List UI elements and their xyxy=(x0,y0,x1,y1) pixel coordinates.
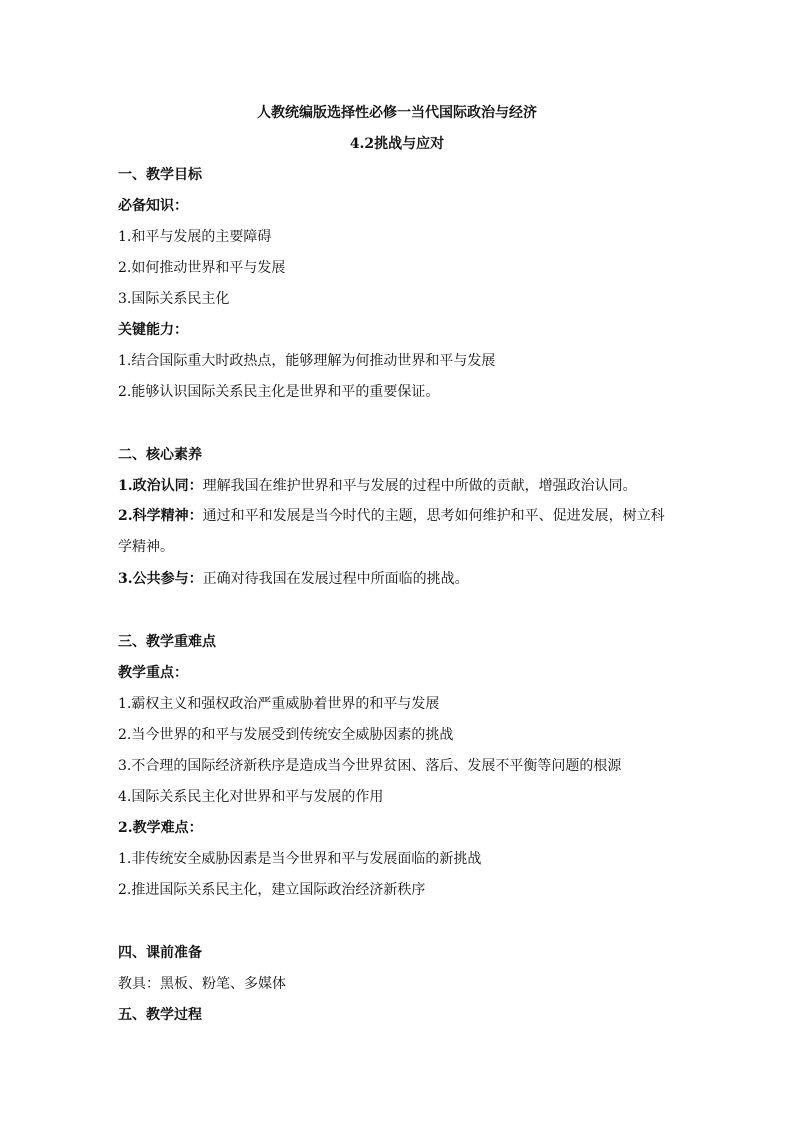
key-points-label: 教学重点： xyxy=(118,665,188,681)
competency-label: 1.政治认同： xyxy=(118,478,203,494)
competency-item xyxy=(118,501,678,563)
knowledge-item: 1.和平与发展的主要障碍 xyxy=(118,229,272,245)
section-heading-competencies: 二、核心素养 xyxy=(118,447,202,463)
competency-text: 正确对待我国在发展过程中所面临的挑战。 xyxy=(202,571,469,587)
competency-item xyxy=(118,569,469,589)
knowledge-item: 2.如何推动世界和平与发展 xyxy=(118,260,286,276)
key-point-item: 2.当今世界的和平与发展受到传统安全威胁因素的挑战 xyxy=(118,727,454,743)
document-subtitle: 4.2挑战与应对 xyxy=(349,136,445,152)
section-heading-process: 五、教学过程 xyxy=(118,1007,202,1023)
competency-text: 通过和平和发展是当今时代的主题，思考如何维护和平、促进发展，树立科学精神。 xyxy=(118,508,665,555)
key-point-item: 4.国际关系民主化对世界和平与发展的作用 xyxy=(118,789,384,805)
competency-label: 3.公共参与： xyxy=(118,571,203,587)
difficulty-item: 1.非传统安全威胁因素是当今世界和平与发展面临的新挑战 xyxy=(118,851,482,867)
knowledge-item: 3.国际关系民主化 xyxy=(118,291,230,307)
ability-label: 关键能力： xyxy=(118,322,188,338)
ability-item: 1.结合国际重大时政热点，能够理解为何推动世界和平与发展 xyxy=(118,353,496,369)
section-heading-objectives: 一、教学目标 xyxy=(118,167,202,183)
competency-item xyxy=(118,476,637,496)
section-heading-preparation: 四、课前准备 xyxy=(118,945,202,961)
document-title: 人教统编版选择性必修一当代国际政治与经济 xyxy=(257,105,537,121)
competency-text: 理解我国在维护世界和平与发展的过程中所做的贡献，增强政治认同。 xyxy=(202,478,637,494)
teaching-tools: 教具：黑板、粉笔、多媒体 xyxy=(118,976,286,992)
competency-label: 2.科学精神： xyxy=(118,508,203,524)
key-point-item: 3.不合理的国际经济新秩序是造成当今世界贫困、落后、发展不平衡等问题的根源 xyxy=(118,758,622,774)
difficulty-item: 2.推进国际关系民主化，建立国际政治经济新秩序 xyxy=(118,882,426,898)
knowledge-label: 必备知识： xyxy=(118,198,188,214)
key-point-item: 1.霸权主义和强权政治严重威胁着世界的和平与发展 xyxy=(118,696,440,712)
difficulties-label: 2.教学难点： xyxy=(118,820,203,836)
ability-item: 2.能够认识国际关系民主化是世界和平的重要保证。 xyxy=(118,384,440,400)
section-heading-key-points: 三、教学重难点 xyxy=(118,634,216,650)
